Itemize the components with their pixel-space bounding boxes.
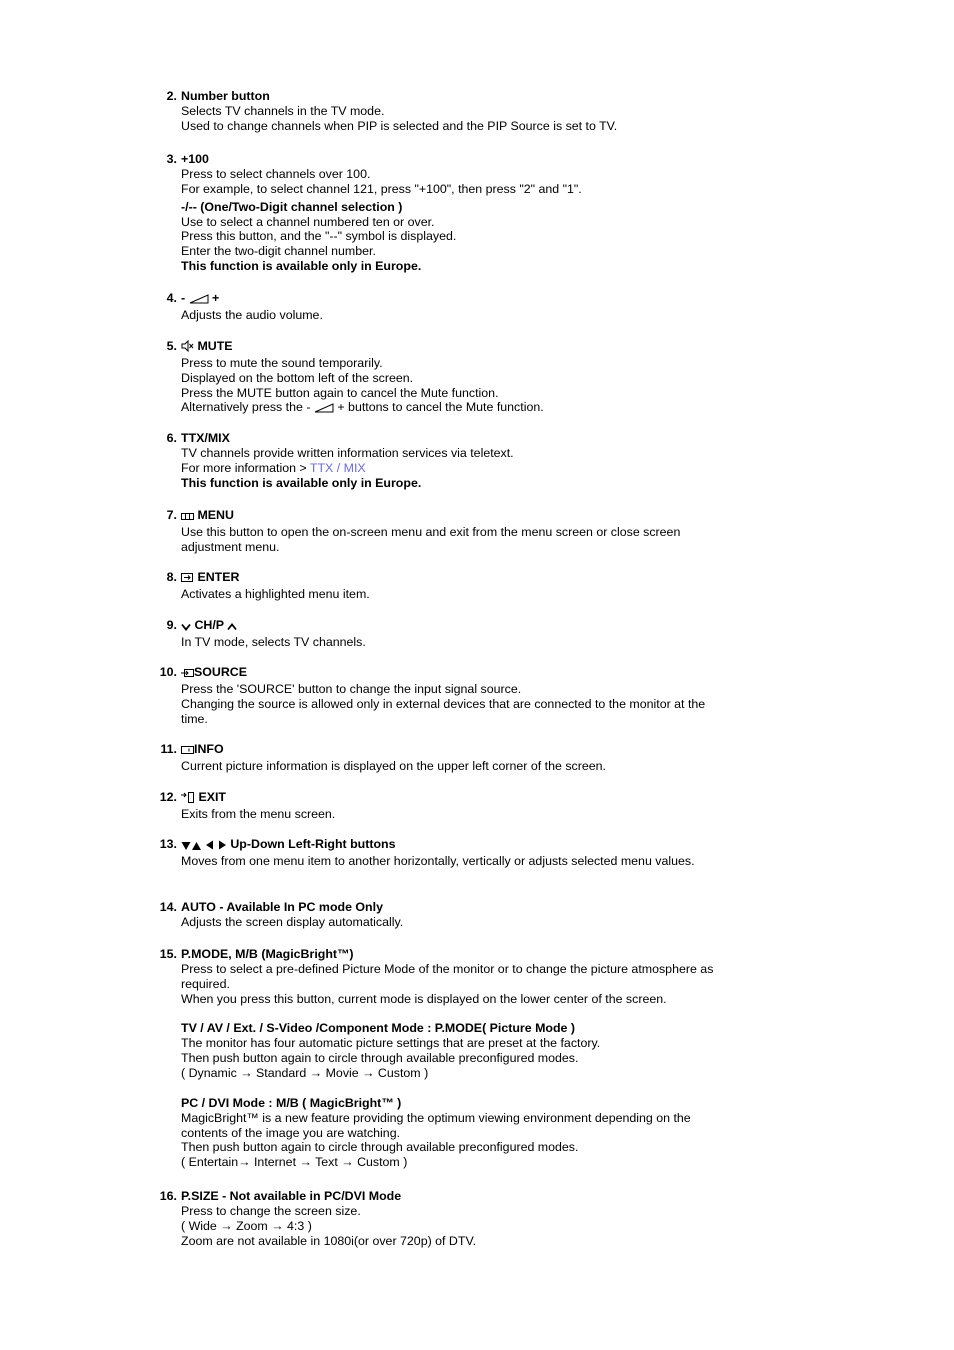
item-title: Number button <box>181 89 270 103</box>
chevron-down-icon <box>181 620 191 635</box>
item-number: 7. <box>166 508 177 522</box>
item-text: Then push button again to circle through available preconfigured modes. <box>181 1140 579 1155</box>
item-number: 12. <box>159 790 177 804</box>
item-text: In TV mode, selects TV channels. <box>181 635 366 649</box>
item-number: 2. <box>166 89 177 103</box>
item-text: Exits from the menu screen. <box>181 807 336 821</box>
item-title: INFO <box>181 742 726 759</box>
item-text: Displayed on the bottom left of the screen. <box>181 370 414 385</box>
arrow-down-icon <box>181 839 191 854</box>
item-text: Then push button again to circle through available preconfigured modes. <box>181 1051 579 1066</box>
item-title: AUTO - Available In PC mode Only <box>181 900 383 914</box>
item-text: Activates a highlighted menu item. <box>181 587 370 601</box>
item-text: Press to mute the sound temporarily. <box>181 356 383 370</box>
item-number: 4. <box>166 291 177 305</box>
item-text: Press to select channels over 100. <box>181 167 371 181</box>
item-text: Moves from one menu item to another horizontally, vertically or adjusts selected menu values. <box>181 854 695 868</box>
item-text: Adjusts the screen display automatically. <box>181 915 404 929</box>
item-number: 13. <box>159 837 177 851</box>
info-icon <box>181 744 194 759</box>
volume-wedge-icon <box>189 293 209 308</box>
item-text: Press to select a pre-defined Picture Mode of the monitor or to change the picture atmosphere as required. <box>181 962 714 991</box>
item-text: Press to change the screen size. <box>181 1204 361 1218</box>
item-title: TTX/MIX <box>181 431 230 445</box>
item-title: CH/P <box>181 618 726 635</box>
item-text: For more information > TTX / MIX <box>181 460 366 475</box>
item-text: Alternatively press the - + buttons to cancel the Mute function. <box>181 400 726 417</box>
arrow-up-icon <box>191 839 202 854</box>
item-text: ( Dynamic → Standard → Movie → Custom ) <box>181 1065 429 1080</box>
item-text: The monitor has four automatic picture settings that are preset at the factory. <box>181 1036 601 1051</box>
item-text: Press this button, and the "--" symbol is displayed. <box>181 229 457 244</box>
europe-note: This function is available only in Europe. <box>181 258 422 273</box>
ttx-mix-link[interactable]: TTX / MIX <box>309 460 366 475</box>
item-number: 6. <box>166 431 177 445</box>
item-text: Used to change channels when PIP is selected and the PIP Source is set to TV. <box>181 118 618 133</box>
volume-wedge-icon <box>314 402 334 417</box>
item-number: 14. <box>159 900 177 914</box>
item-text: MagicBright™ is a new feature providing the optimum viewing environment depending on the contents of the image you are watching. <box>181 1110 691 1140</box>
item-title: P.SIZE - Not available in PC/DVI Mode <box>181 1189 402 1203</box>
arrow-right-icon <box>218 839 227 854</box>
item-text: Zoom are not available in 1080i(or over 720p) of DTV. <box>181 1233 477 1248</box>
item-number: 8. <box>166 570 177 584</box>
item-text: ( Entertain→ Internet → Text → Custom ) <box>181 1155 408 1170</box>
item-text: Enter the two-digit channel number. <box>181 244 376 259</box>
item-text: Changing the source is allowed only in external devices that are connected to the monitor at the time. <box>181 696 706 726</box>
item-text: ( Wide → Zoom → 4:3 ) <box>181 1218 312 1233</box>
volume-plus-label: + <box>212 291 220 305</box>
item-title: ENTER <box>181 570 726 587</box>
item-text: For example, to select channel 121, press "+100", then press "2" and "1". <box>181 181 582 196</box>
chevron-up-icon <box>227 620 237 635</box>
item-title: MENU <box>181 508 726 525</box>
item-number: 16. <box>159 1189 177 1203</box>
item-title <box>181 291 726 308</box>
item-title: +100 <box>181 152 209 166</box>
item-number: 9. <box>166 618 177 632</box>
item-number: 3. <box>166 152 177 166</box>
tv-mode-subtitle: TV / AV / Ext. / S-Video /Component Mode : P.MODE( Picture Mode ) <box>181 1021 576 1036</box>
item-text: Adjusts the audio volume. <box>181 308 323 322</box>
volume-minus-label: - <box>181 291 186 305</box>
item-title: Up-Down Left-Right buttons <box>181 837 726 854</box>
item-text: TV channels provide written information services via teletext. <box>181 446 514 460</box>
item-title: P.MODE, M/B (MagicBright™) <box>181 947 354 961</box>
item-number: 10. <box>159 665 177 679</box>
menu-icon <box>181 510 194 525</box>
item-text: Press the MUTE button again to cancel the Mute function. <box>181 385 499 400</box>
item-text: Press the 'SOURCE' button to change the input signal source. <box>181 682 522 696</box>
item-text: Selects TV channels in the TV mode. <box>181 104 385 118</box>
item-subtitle: -/-- (One/Two-Digit channel selection ) <box>181 199 403 214</box>
item-text: When you press this button, current mode is displayed on the lower center of the screen. <box>181 991 667 1006</box>
item-title: MUTE <box>181 339 726 356</box>
europe-note: This function is available only in Europe. <box>181 475 422 490</box>
item-text: Use to select a channel numbered ten or over. <box>181 214 435 229</box>
item-number: 11. <box>160 742 177 756</box>
item-title: EXIT <box>181 790 726 807</box>
source-icon <box>181 667 194 682</box>
enter-icon <box>181 572 194 587</box>
mute-speaker-icon <box>181 340 194 356</box>
item-title: SOURCE <box>181 665 726 682</box>
item-number: 15. <box>159 947 177 961</box>
item-text: Current picture information is displayed on the upper left corner of the screen. <box>181 759 606 773</box>
item-text: Use this button to open the on-screen menu and exit from the menu screen or close screen adjustment menu. <box>181 525 681 554</box>
arrow-left-icon <box>205 839 214 854</box>
item-number: 5. <box>166 339 177 353</box>
pc-mode-subtitle: PC / DVI Mode : M/B ( MagicBright™ ) <box>181 1095 402 1110</box>
exit-icon <box>181 792 195 807</box>
